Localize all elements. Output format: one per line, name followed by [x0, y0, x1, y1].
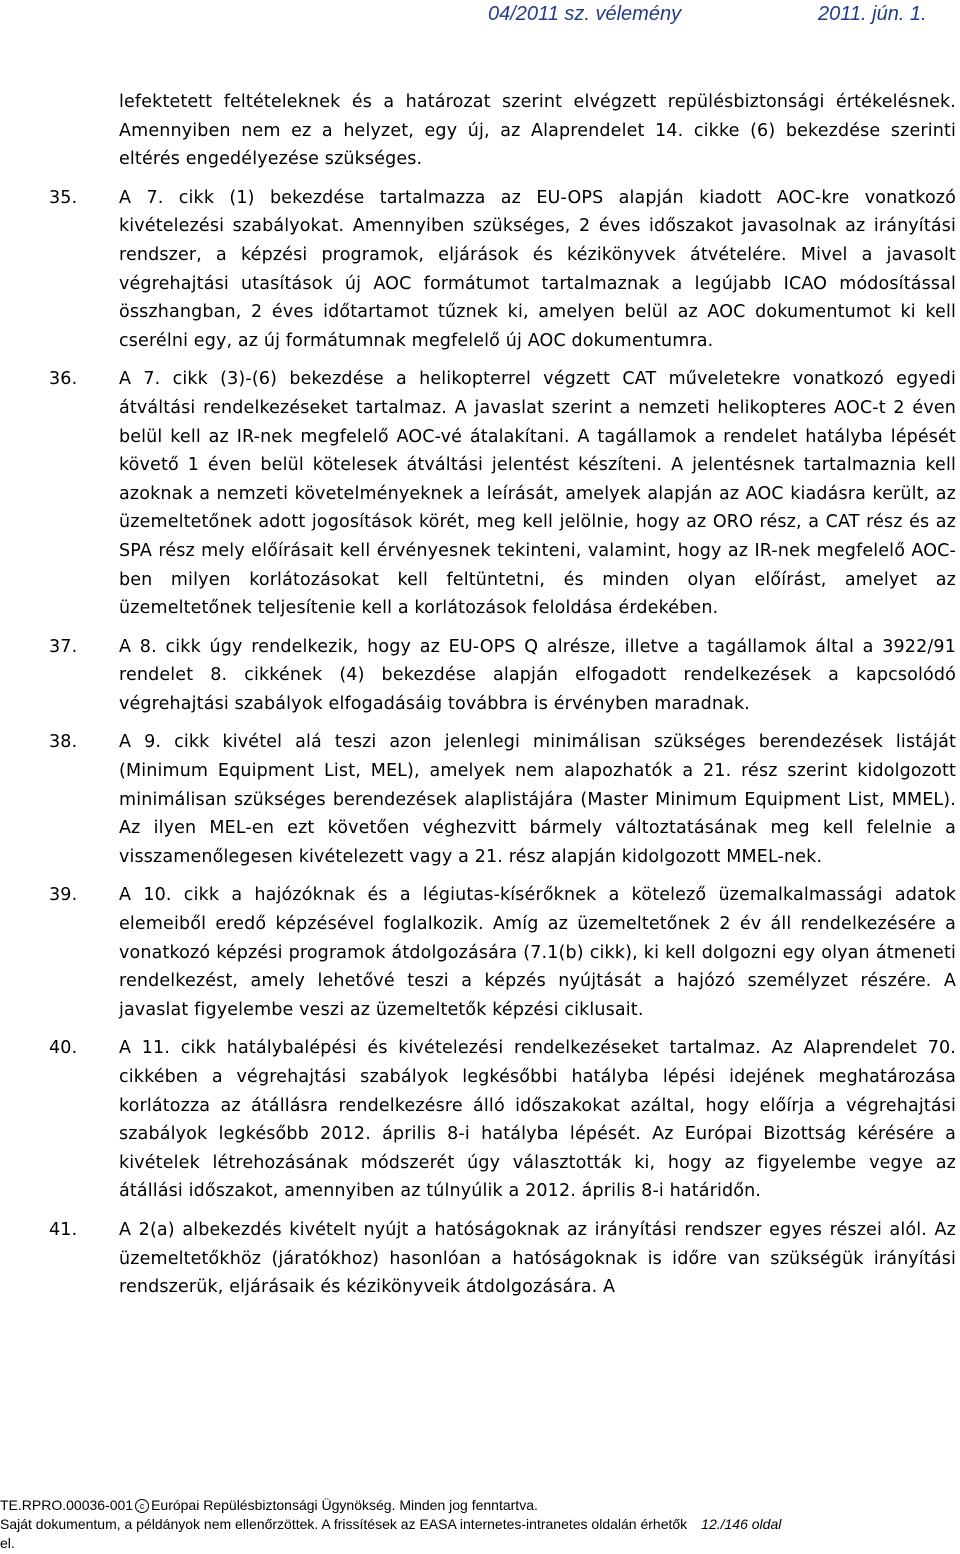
- paragraph-text: A 9. cikk kivétel alá teszi azon jelenlegi minimálisan szükséges berendezések listáját (Minimum Equipment List, MEL), amelyek nem alapozhatók a 21. rész szerint kidolgozott minimálisan szükséges berendezések alaplistájára (Master Minimum Equipment List, MMEL). Az ilyen MEL-en ezt követően véghezvitt bármely változtatásának meg kell felelnie a visszamenőlegesen kivételezett vagy a 21. rész alapján kidolgozott MMEL-nek.: [119, 732, 956, 867]
- footer-ref-code: TE.RPRO.00036-001: [0, 1497, 134, 1513]
- page-header: [0, 0, 960, 30]
- paragraph-text: A 11. cikk hatálybalépési és kivételezési rendelkezéseket tartalmaz. Az Alaprendelet 70. cikkében a végrehajtási szabályok legkésőbbi hatályba lépési idejének meghatározása korlátozza az átállásra rendelkezésre álló időszakokat azáltal, hogy előírja a végrehajtási szabályok legkésőbb 2012. április 8-i hatályba lépését. Az Európai Bizottság kérésére a kivételek létrehozásának módszerét úgy választották ki, hogy az figyelembe vegye az átállási időszakot, amennyiben az túlnyúlik a 2012. április 8-i határidőn.: [119, 1038, 956, 1202]
- paragraph-text: A 2(a) albekezdés kivételt nyújt a hatóságoknak az irányítási rendszer egyes részei alól. Az üzemeltetőkhöz (járatókhoz) hasonlóan a hatóságoknak is időre van szükségük irányítási rendszerük, eljárásaik és kézikönyveik átdolgozására. A: [119, 1219, 956, 1298]
- paragraph-number: 38.: [49, 732, 78, 753]
- paragraph-41: [0, 1216, 960, 1302]
- copyright-icon: c: [135, 1499, 149, 1513]
- footer-notice-end: el.: [0, 1535, 15, 1551]
- document-date: 2011. jún. 1.: [818, 3, 927, 25]
- paragraph-35: [0, 184, 960, 356]
- footer-copyright-text: Európai Repülésbiztonsági Ügynökség. Minden jog fenntartva.: [151, 1497, 538, 1513]
- paragraph-36: [0, 365, 960, 622]
- paragraph-continuation: [0, 88, 960, 174]
- paragraph-number: 40.: [49, 1038, 78, 1059]
- paragraph-number: 41.: [49, 1219, 78, 1240]
- footer-copyright-line: [0, 1496, 538, 1515]
- footer-notice-line: [0, 1515, 781, 1534]
- paragraph-number: 35.: [49, 187, 78, 208]
- document-reference: 04/2011 sz. vélemény: [488, 3, 682, 25]
- footer-notice: Saját dokumentum, a példányok nem ellenőrzöttek. A frissítések az EASA internetes-intranetes oldalán érhetők: [0, 1516, 688, 1532]
- paragraph-text: lefektetett feltételeknek és a határozat szerint elvégzett repülésbiztonsági értékelésnek. Amennyiben nem ez a helyzet, egy új, az Alaprendelet 14. cikke (6) bekezdése szerinti eltérés engedélyezése szükséges.: [119, 92, 956, 170]
- paragraph-number: 37.: [49, 636, 78, 657]
- paragraph-text: A 8. cikk úgy rendelkezik, hogy az EU-OPS Q alrésze, illetve a tagállamok által a 3922/91 rendelet 8. cikkének (4) bekezdése alapján elfogadott rendelkezések a kapcsolódó végrehajtási szabályok elfogadásáig továbbra is érvényben maradnak.: [119, 636, 956, 714]
- paragraph-39: [0, 881, 960, 1024]
- paragraph-number: 36.: [49, 369, 78, 390]
- paragraph-number: 39.: [49, 885, 78, 906]
- paragraph-text: A 7. cikk (1) bekezdése tartalmazza az EU-OPS alapján kiadott AOC-kre vonatkozó kivételezési szabályokat. Amennyiben szükséges, 2 éves időszakot javasolnak az irányítási rendszer, a képzési programok, eljárások és kézikönyvek átvételére. Mivel a javasolt végrehajtási utasítások új AOC formátumot tartalmaznak a legújabb ICAO módosítással összhangban, 2 éves időtartamot tűznek ki, amelyen belül az AOC dokumentumot ki kell cserélni egy, az új formátumnak megfelelő új AOC dokumentumra.: [119, 187, 956, 351]
- paragraph-text: A 10. cikk a hajózóknak és a légiutas-kísérőknek a kötelező üzemalkalmassági adatok elemeiből eredő képzésével foglalkozik. Amíg az üzemeltetőnek 2 év áll rendelkezésére a vonatkozó képzési programok átdolgozására (7.1(b) cikk), ki kell dolgozni egy olyan átmeneti rendelkezést, amely lehetővé teszi a képzés nyújtását a hajózó személyzet részére. A javaslat figyelembe veszi az üzemeltetők képzési ciklusait.: [119, 885, 956, 1020]
- paragraph-38: [0, 728, 960, 871]
- paragraph-37: [0, 633, 960, 719]
- paragraph-text: A 7. cikk (3)-(6) bekezdése a helikopterrel végzett CAT műveletekre vonatkozó egyedi átváltási rendelkezéseket tartalmaz. A javaslat szerint a nemzeti helikopteres AOC-t 2 éven belül kell az IR-nek megfelelő AOC-vé átalakítani. A tagállamok a rendelet hatályba lépését követő 1 éven belül kötelesek átváltási jelentést készíteni. A jelentésnek tartalmaznia kell azoknak a nemzeti követelményeknek a leírását, amelyek alapján az AOC kiadásra került, az üzemeltetőnek adott jogosítások körét, meg kell jelölnie, hogy az ORO rész, a CAT rész és az SPA rész mely előírásait kell érvényesnek tekinteni, valamint, hogy az IR-nek megfelelő AOC-ben milyen korlátozásokat kell feltüntetni, és minden olyan előírást, amelyet az üzemeltetőnek teljesítenie kell a korlátozások feloldása érdekében.: [119, 369, 956, 619]
- paragraph-40: [0, 1034, 960, 1206]
- page-number: 12./146 oldal: [701, 1516, 782, 1532]
- document-body: [0, 88, 960, 1302]
